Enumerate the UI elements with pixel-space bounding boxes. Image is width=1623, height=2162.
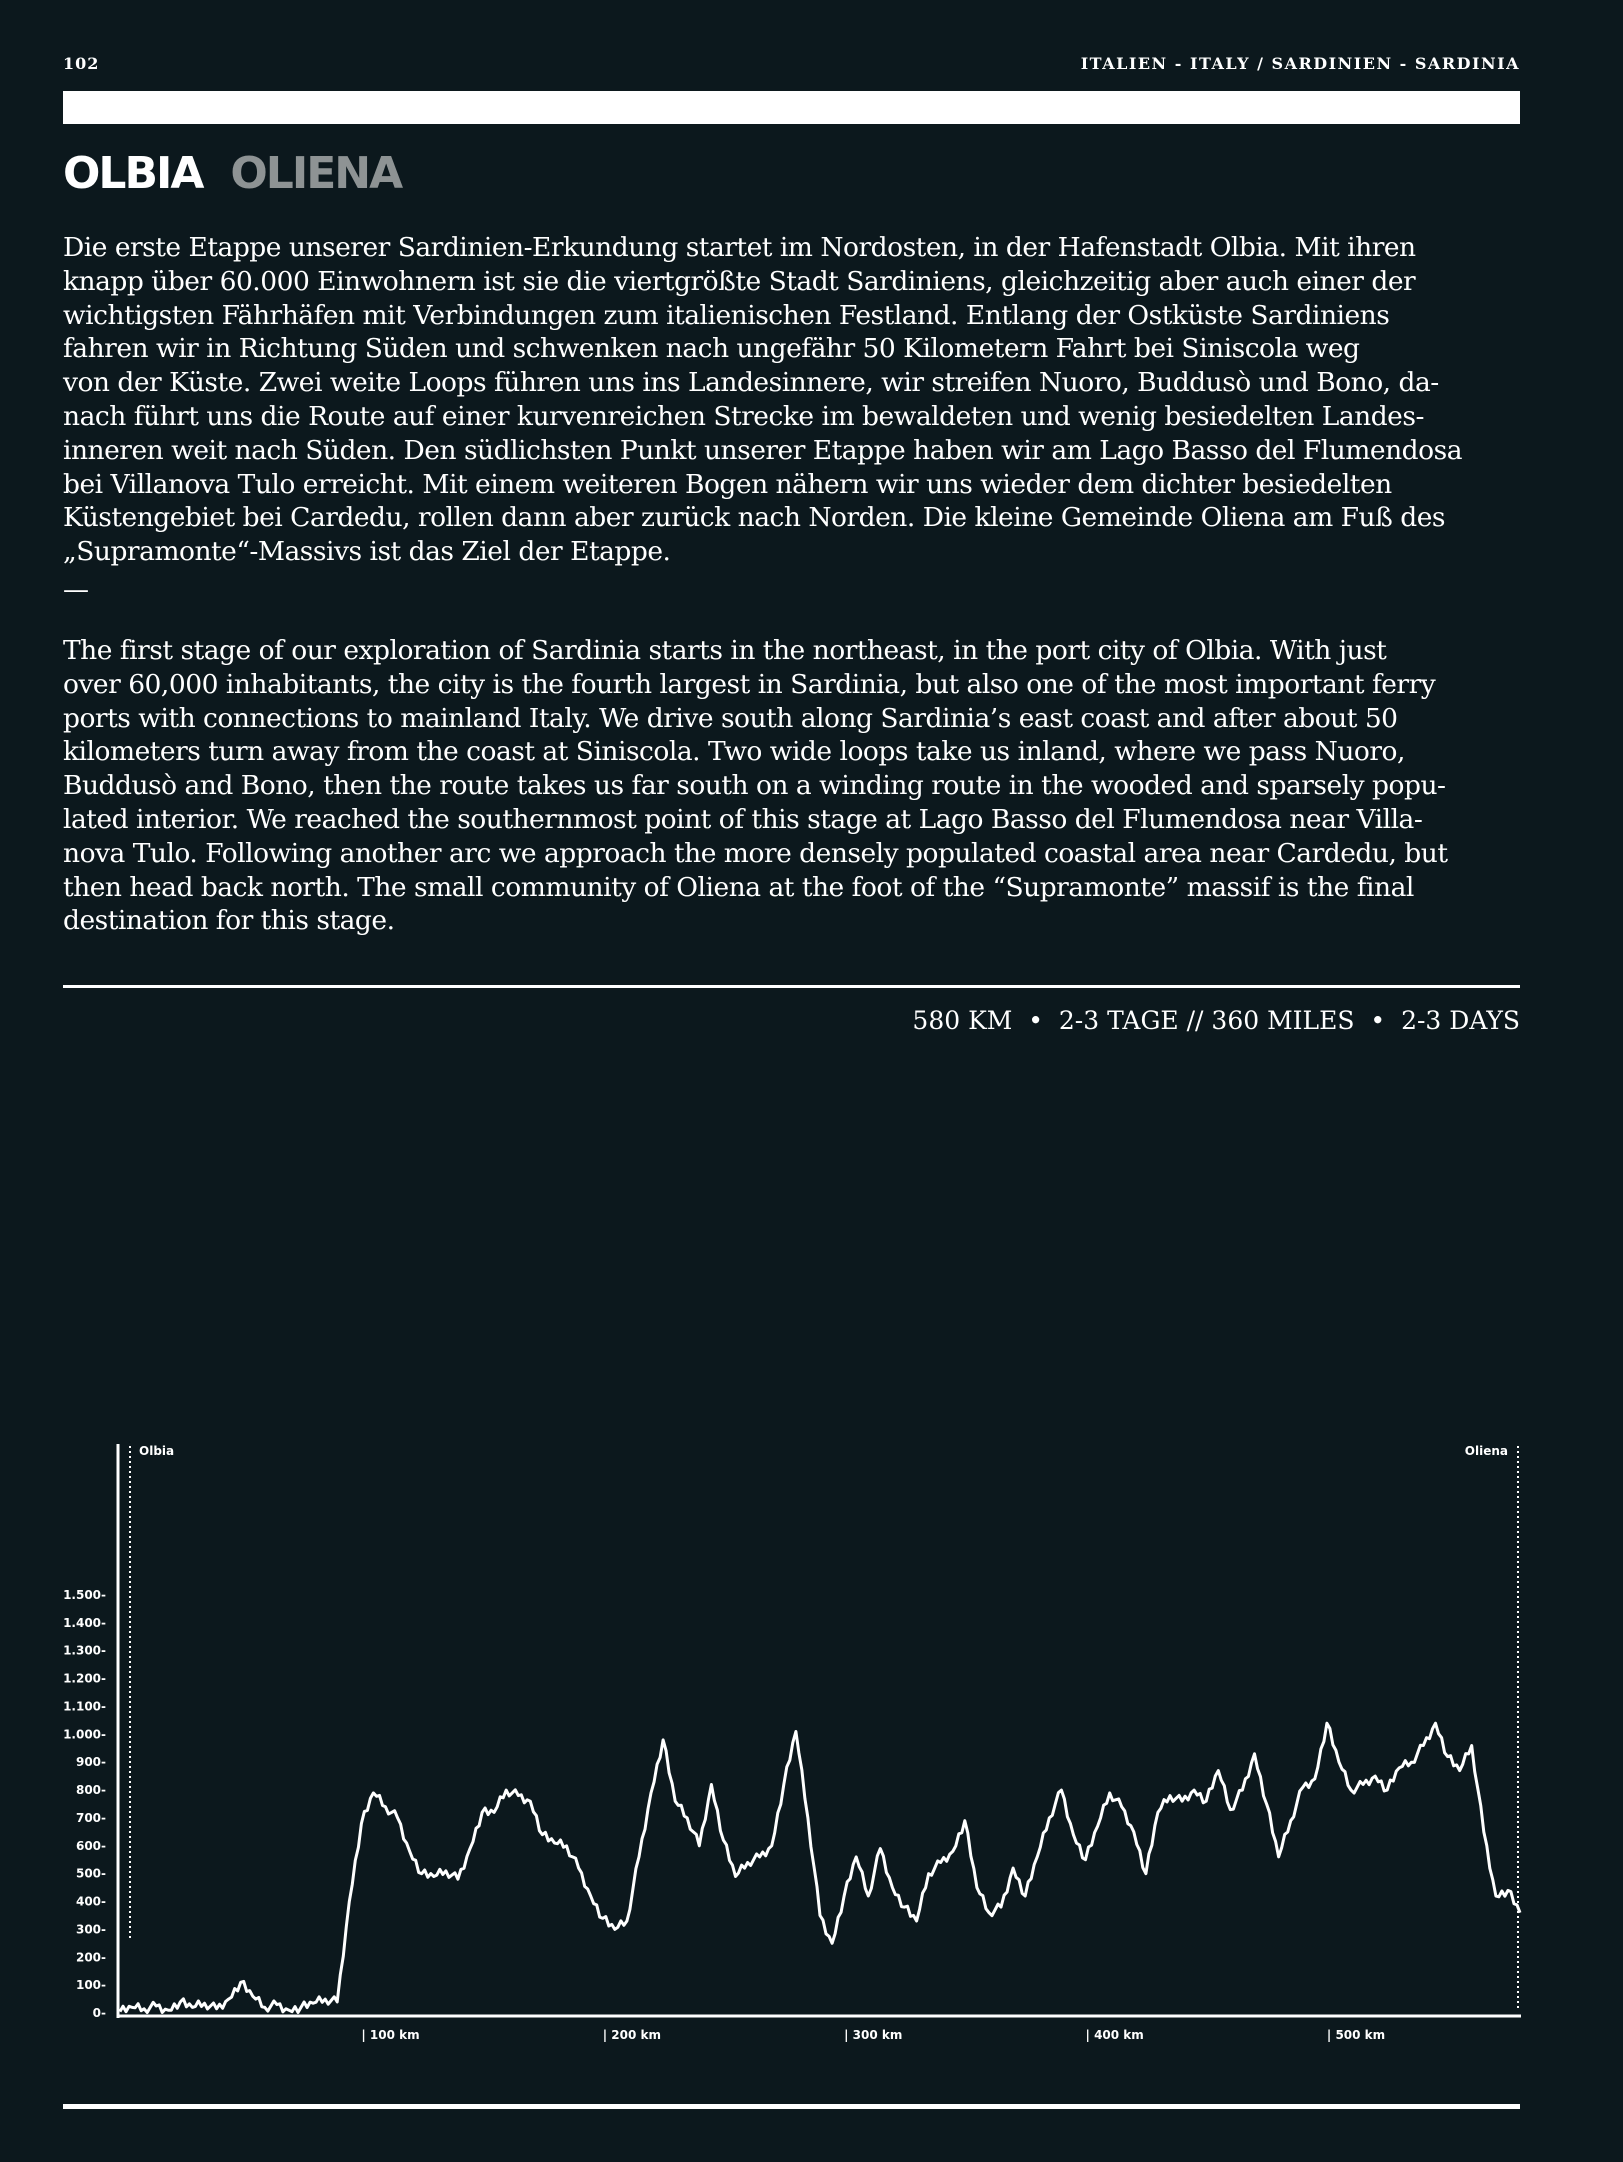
start-label: Olbia bbox=[139, 1444, 175, 1458]
language-separator: — bbox=[63, 575, 89, 605]
elevation-line bbox=[120, 1723, 1520, 2012]
text-german bbox=[63, 231, 1523, 569]
y-tick-label: 1.100- bbox=[63, 1699, 106, 1714]
text-line: lated interior. We reached the southernmost point of this stage at Lago Basso del Flumendosa near Villa- bbox=[63, 803, 1423, 835]
section-header: ITALIEN - ITALY / SARDINIEN - SARDINIA bbox=[1080, 54, 1520, 73]
y-tick-label: 100- bbox=[75, 1978, 106, 1993]
y-tick-label: 1.300- bbox=[63, 1643, 106, 1658]
title-end: OLIENA bbox=[230, 148, 402, 199]
y-tick-label: 300- bbox=[75, 1922, 106, 1937]
x-tick-label: | 500 km bbox=[1326, 2028, 1386, 2042]
title-start: OLBIA bbox=[63, 148, 203, 199]
text-line: knapp über 60.000 Einwohnern ist sie die viertgrößte Stadt Sardiniens, gleichzeitig aber auch einer der bbox=[63, 265, 1416, 297]
text-line: fahren wir in Richtung Süden und schwenken nach ungefähr 50 Kilometern Fahrt bei Siniscola weg bbox=[63, 333, 1360, 365]
y-tick-label: 800- bbox=[75, 1783, 106, 1798]
text-line: „Supramonte“-Massivs ist das Ziel der Etappe. bbox=[63, 536, 671, 568]
text-line: kilometers turn away from the coast at Siniscola. Two wide loops take us inland, where we pass Nuoro, bbox=[63, 736, 1405, 768]
text-line: wichtigsten Fährhäfen mit Verbindungen zum italienischen Festland. Entlang der Ostküste Sardiniens bbox=[63, 299, 1390, 331]
text-english bbox=[63, 634, 1523, 938]
text-line: von der Küste. Zwei weite Loops führen uns ins Landesinnere, wir streifen Nuoro, Buddusò und Bono, da- bbox=[63, 367, 1439, 399]
text-line: nova Tulo. Following another arc we approach the more densely populated coastal area near Cardedu, but bbox=[63, 837, 1448, 869]
divider-rule bbox=[63, 985, 1520, 988]
text-line: destination for this stage. bbox=[63, 905, 395, 937]
y-tick-label: 900- bbox=[75, 1755, 106, 1770]
y-tick-label: 200- bbox=[75, 1950, 106, 1965]
text-line: nach führt uns die Route auf einer kurvenreichen Strecke im bewaldeten und wenig besiedelten Landes- bbox=[63, 400, 1424, 432]
text-line: over 60,000 inhabitants, the city is the fourth largest in Sardinia, but also one of the most important ferry bbox=[63, 668, 1436, 700]
y-tick-label: 700- bbox=[75, 1810, 106, 1825]
route-stats: 580 KM • 2-3 TAGE // 360 MILES • 2-3 DAYS bbox=[912, 1006, 1520, 1035]
text-line: then head back north. The small community of Oliena at the foot of the “Supramonte” massif is the final bbox=[63, 871, 1414, 903]
title-bar bbox=[63, 91, 1520, 124]
y-tick-label: 600- bbox=[75, 1838, 106, 1853]
text-line: Buddusò and Bono, then the route takes us far south on a winding route in the wooded and sparsely popu- bbox=[63, 770, 1446, 802]
text-line: inneren weit nach Süden. Den südlichsten Punkt unserer Etappe haben wir am Lago Basso del Flumendosa bbox=[63, 434, 1462, 466]
y-tick-label: 400- bbox=[75, 1894, 106, 1909]
x-tick-label: | 300 km bbox=[844, 2028, 903, 2042]
text-line: The first stage of our exploration of Sardinia starts in the northeast, in the port city of Olbia. With just bbox=[63, 635, 1387, 666]
text-line: Küstengebiet bei Cardedu, rollen dann aber zurück nach Norden. Die kleine Gemeinde Oliena am Fuß des bbox=[63, 502, 1445, 534]
x-tick-label: | 200 km bbox=[602, 2028, 662, 2042]
y-tick-label: 1.200- bbox=[63, 1671, 106, 1686]
end-label: Oliena bbox=[1464, 1444, 1508, 1458]
x-tick-label: | 400 km bbox=[1085, 2028, 1144, 2042]
y-tick-label: 1.500- bbox=[63, 1588, 106, 1602]
y-tick-label: 0- bbox=[92, 2006, 106, 2020]
text-line: Die erste Etappe unserer Sardinien-Erkundung startet im Nordosten, in der Hafenstadt Olbia. Mit ihren bbox=[63, 232, 1416, 263]
x-tick-label: | 100 km bbox=[361, 2028, 420, 2042]
page-number: 102 bbox=[63, 54, 100, 73]
bottom-rule bbox=[63, 2104, 1520, 2109]
elevation-profile-chart bbox=[0, 1430, 1623, 2070]
y-tick-label: 1.000- bbox=[63, 1727, 106, 1742]
text-line: ports with connections to mainland Italy. We drive south along Sardinia’s east coast and after about 50 bbox=[63, 702, 1398, 734]
text-line: bei Villanova Tulo erreicht. Mit einem weiteren Bogen nähern wir uns wieder dem dichter besiedelten bbox=[63, 468, 1392, 500]
y-tick-label: 1.400- bbox=[63, 1615, 106, 1630]
y-tick-label: 500- bbox=[75, 1866, 106, 1881]
page-title bbox=[63, 148, 401, 199]
